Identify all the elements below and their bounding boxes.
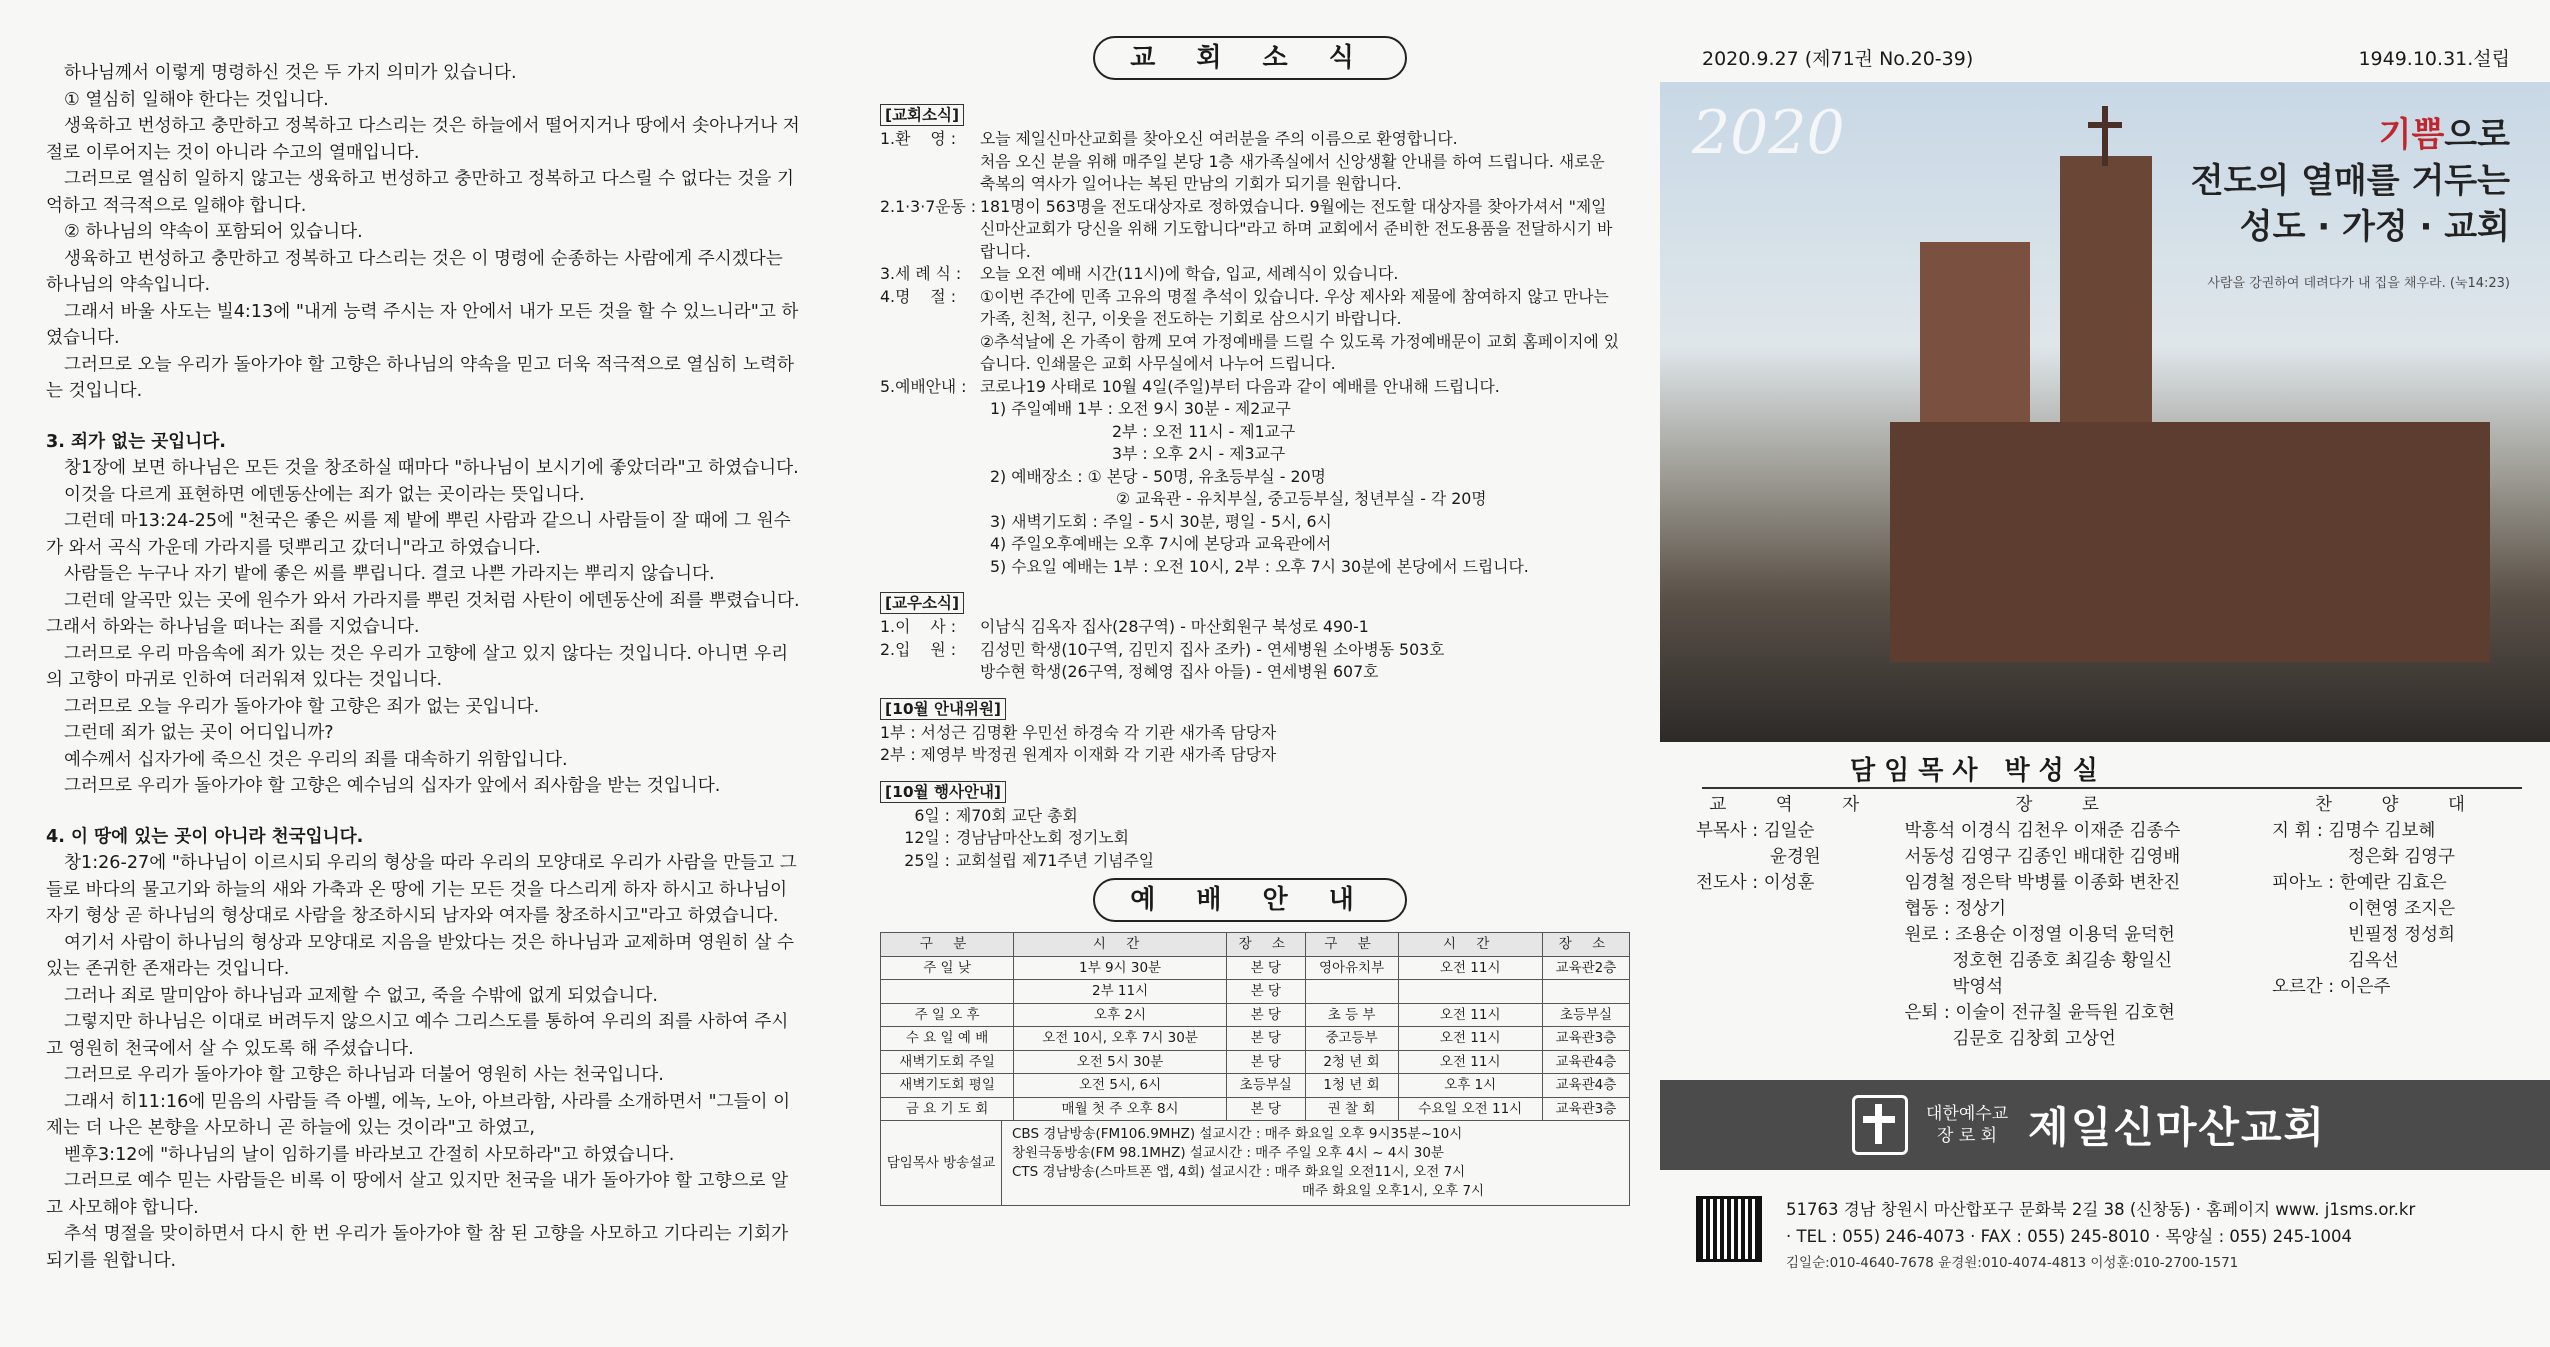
table-row xyxy=(881,980,1630,1004)
table-cell: 교육관4층 xyxy=(1542,1074,1629,1098)
year-title: 2020 xyxy=(1692,98,1845,168)
table-cell: 초 등 부 xyxy=(1305,1003,1398,1027)
church-name: 제일신마산교회 xyxy=(2028,1103,2327,1152)
table-row xyxy=(881,956,1630,980)
worship-line: 3부 : 오후 2시 - 제3교구 xyxy=(1112,444,1286,463)
table-cell: 오전 5시 30분 xyxy=(1014,1050,1227,1074)
table-cell: 2부 11시 xyxy=(1014,980,1227,1004)
member-news-item xyxy=(880,616,1620,639)
news-key: 1.환 영 : xyxy=(880,129,957,148)
table-cell: 오후 1시 xyxy=(1398,1074,1542,1098)
worship-line: 1) 주일예배 1부 : 오전 9시 30분 - 제2교구 xyxy=(990,399,1291,418)
sermon-paragraph: 그래서 바울 사도는 빌4:13에 "내게 능력 주시는 자 안에서 내가 모든 것을 할 수 있느니라"고 하였습니다. xyxy=(46,301,799,348)
guide-line: 1부 : 서성근 김명환 우민선 하경숙 각 기관 새가족 담당자 xyxy=(880,722,1277,742)
worship-table xyxy=(880,932,1630,1121)
news-line: 코로나19 사태로 10월 4일(주일)부터 다음과 같이 예배를 안내해 드립니다. xyxy=(980,376,1500,396)
news-value xyxy=(980,196,1620,264)
slogan-joy-suffix: 으로 xyxy=(2444,115,2510,155)
news-item xyxy=(880,263,1620,286)
sermon-paragraph: 이것을 다르게 표현하면 에덴동산에는 죄가 없는 곳이라는 뜻입니다. xyxy=(64,484,585,505)
church-banner xyxy=(1660,1080,2550,1170)
denomination xyxy=(1926,1103,2008,1147)
sermon-paragraph: 생육하고 번성하고 충만하고 정복하고 다스리는 것은 이 명령에 순종하는 사람에게 주시겠다는 하나님의 약속입니다. xyxy=(46,248,783,295)
news-key: 4.명 절 : xyxy=(880,286,957,306)
sermon-paragraph: 그러므로 오늘 우리가 돌아가야 할 고향은 하나님의 약속을 믿고 더욱 적극적으로 열심히 노력하는 것입니다. xyxy=(46,354,794,401)
contact-footer xyxy=(1696,1196,2530,1277)
sermon-paragraph: 벧후3:12에 "하나님의 날이 임하기를 바라보고 간절히 사모하라"고 하였습니다. xyxy=(64,1144,675,1165)
event-day: 6일 : xyxy=(914,805,950,825)
sermon-paragraph: 예수께서 십자가에 죽으신 것은 우리의 죄를 대속하기 위함입니다. xyxy=(64,749,568,770)
news-item xyxy=(880,286,1620,376)
news-label: [교회소식] xyxy=(880,104,964,126)
slogan-line-3: 성도 · 가정 · 교회 xyxy=(2239,207,2510,247)
contact-info xyxy=(1786,1196,2415,1277)
news-list xyxy=(880,128,1620,398)
elder-line: 은퇴 : 이술이 전규칠 윤득원 김호현 xyxy=(1904,1003,2175,1023)
table-cell: 교육관4층 xyxy=(1542,1050,1629,1074)
sermon-paragraph: 그러므로 우리 마음속에 죄가 있는 것은 우리가 고향에 살고 있지 않다는 것입니다. 아니면 우리의 고향이 마귀로 인하여 더러워져 있다는 것입니다. xyxy=(46,643,789,690)
elder-line: 정호현 김종호 최길송 황일신 xyxy=(1952,951,2173,971)
table-cell: 새벽기도회 주일 xyxy=(881,1050,1014,1074)
senior-pastor: 담임목사 박성실 xyxy=(1850,756,2107,786)
slogan-verse: 사람을 강권하여 데려다가 내 집을 채우라. (눅14:23) xyxy=(2207,276,2510,291)
table-cell: 본 당 xyxy=(1226,956,1305,980)
news-value xyxy=(980,128,1620,196)
member-news-line: 이남식 김옥자 집사(28구역) - 마산회원구 북성로 490-1 xyxy=(980,617,1369,636)
table-row xyxy=(881,1003,1630,1027)
worship-table-header xyxy=(881,933,1630,957)
broadcast-line: CBS 경남방송(FM106.9MHZ) 설교시간 : 매주 화요일 오후 9시35분~10시 xyxy=(1012,1126,1463,1142)
table-cell: 오전 10시, 오후 7시 30분 xyxy=(1014,1027,1227,1051)
table-cell: 오전 11시 xyxy=(1398,1050,1542,1074)
member-news-label: [교우소식] xyxy=(880,592,964,614)
worship-line: 5) 수요일 예배는 1부 : 오전 10시, 2부 : 오후 7시 30분에 본당에서 드립니다. xyxy=(990,556,1529,576)
table-cell: 오전 11시 xyxy=(1398,956,1542,980)
table-row xyxy=(881,1074,1630,1098)
table-cell: 본 당 xyxy=(1226,1027,1305,1051)
sermon-paragraph: 창1:26-27에 "하나님이 이르시되 우리의 형상을 따라 우리의 모양대로 우리가 사람을 만들고 그들로 바다의 물고기와 하늘의 새와 가축과 온 땅에 기는 모든 것을 다스리게 하자 하시고 하나님이 자기 형상 곧 하나님의 형상대로 사람을 창조하시되 남자와 여자를 창조하시고"라고 하였습니다. xyxy=(46,853,797,926)
sermon-paragraph: 그러므로 예수 믿는 사람들은 비록 이 땅에서 살고 있지만 천국을 내가 돌아가야 할 고향으로 알고 사모해야 합니다. xyxy=(46,1171,789,1218)
worship-line: 4) 주일오후예배는 오후 7시에 본당과 교육관에서 xyxy=(990,534,1332,553)
table-cell: 주 일 낮 xyxy=(881,956,1014,980)
table-cell: 오전 5시, 6시 xyxy=(1014,1074,1227,1098)
clergy-column xyxy=(1696,792,1894,1052)
news-item xyxy=(880,196,1620,264)
table-cell: 권 찰 회 xyxy=(1305,1097,1398,1121)
staff-list xyxy=(1696,792,2530,1052)
section-heading: 3. 죄가 없는 곳입니다. xyxy=(46,431,226,452)
member-news-line: 방수현 학생(26구역, 정혜영 집사 아들) - 연세병원 607호 xyxy=(980,662,1379,681)
table-cell: 본 당 xyxy=(1226,1050,1305,1074)
news-key: 3.세 례 식 : xyxy=(880,264,962,283)
denomination-line-1: 대한예수교 xyxy=(1926,1104,2009,1124)
elders-header: 장 로 xyxy=(2015,795,2121,815)
choir-member: 피아노 : 한예란 김효은 xyxy=(2271,873,2447,893)
table-cell: 수요일 오전 11시 xyxy=(1398,1097,1542,1121)
phones: · TEL : 055) 246-4073 · FAX : 055) 245-8010 · 목양실 : 055) 245-1004 xyxy=(1786,1227,2353,1246)
news-key: 2.1·3·7운동 : xyxy=(880,196,977,216)
sermon-paragraph: 그래서 히11:16에 믿음의 사람들 즉 아벨, 에녹, 노아, 아브라함, 사라를 소개하면서 "그들이 이제는 더 나은 본향을 사모하니 곧 하늘에 있는 것이라"고 하였고, xyxy=(46,1091,791,1138)
member-news-key: 2.입 원 : xyxy=(880,639,957,659)
issue-header xyxy=(1702,44,2510,74)
news-item xyxy=(880,128,1620,196)
member-news-list xyxy=(880,616,1620,684)
elders-column xyxy=(1894,792,2232,1052)
sermon-paragraph: 추석 명절을 맞이하면서 다시 한 번 우리가 돌아가야 할 참 된 고향을 사모하고 기다리는 기회가 되기를 원합니다. xyxy=(46,1224,789,1271)
table-cell: 본 당 xyxy=(1226,1097,1305,1121)
table-cell xyxy=(1398,980,1542,1004)
member-news-value xyxy=(980,616,1620,639)
sermon-paragraph: 그런데 알곡만 있는 곳에 원수가 와서 가라지를 뿌린 것처럼 사탄이 에덴동산에 죄를 뿌렸습니다. 그래서 하와는 하나님을 떠나는 죄를 지었습니다. xyxy=(46,590,800,637)
table-cell xyxy=(881,980,1014,1004)
elder-line: 김문호 김창회 고상언 xyxy=(1952,1029,2116,1049)
guide-list xyxy=(880,722,1620,767)
news-value xyxy=(980,263,1620,286)
news-value xyxy=(980,286,1620,376)
event-day: 25일 : xyxy=(904,850,950,870)
event-text: 교회설립 제71주년 기념주일 xyxy=(956,850,1155,870)
table-cell: 매월 첫 주 오후 8시 xyxy=(1014,1097,1227,1121)
table-cell: 수 요 일 예 배 xyxy=(881,1027,1014,1051)
elder-line: 박영석 xyxy=(1952,977,2004,997)
choir-member: 빈필정 정성희 xyxy=(2347,925,2455,945)
table-header-cell: 시 간 xyxy=(1014,933,1227,957)
news-line: ②추석날에 온 가족이 함께 모여 가정예배를 드릴 수 있도록 가정예배문이 교회 홈페이지에 있습니다. 인쇄물은 교회 사무실에서 나누어 드립니다. xyxy=(980,331,1620,373)
broadcast-line: 창원극동방송(FM 98.1MHZ) 설교시간 : 매주 주일 오후 4시 ~ 4시 30분 xyxy=(1012,1145,1444,1161)
member-news-key: 1.이 사 : xyxy=(880,617,957,636)
table-cell xyxy=(1542,980,1629,1004)
worship-line: ② 교육관 - 유치부실, 중고등부실, 청년부실 - 각 20명 xyxy=(1116,489,1487,508)
sermon-paragraph: 하나님께서 이렇게 명령하신 것은 두 가지 의미가 있습니다. xyxy=(64,63,517,83)
table-cell: 본 당 xyxy=(1226,1003,1305,1027)
events-list xyxy=(880,805,1620,873)
table-header-cell: 장 소 xyxy=(1226,933,1305,957)
event-item xyxy=(880,827,1620,850)
event-item xyxy=(880,850,1620,873)
table-cell: 중고등부 xyxy=(1305,1027,1398,1051)
news-line: ①이번 주간에 민족 고유의 명절 추석이 있습니다. 우상 제사와 제물에 참여하지 않고 만나는 가족, 친척, 친구, 이웃을 전도하는 기회로 삼으시기 바랍니다. xyxy=(980,286,1609,328)
table-cell: 교육관3층 xyxy=(1542,1097,1629,1121)
event-day: 12일 : xyxy=(904,828,950,847)
elder-line: 박흥석 이경식 김천우 이재준 김종수 xyxy=(1904,821,2181,841)
sermon-paragraph: 사람들은 누구나 자기 밭에 좋은 씨를 뿌립니다. 결코 나쁜 가라지는 뿌리지 않습니다. xyxy=(64,564,715,584)
broadcast-label: 담임목사 방송설교 xyxy=(881,1121,1002,1205)
guide-label: [10월 안내위원] xyxy=(880,698,1006,720)
table-cell: 1청 년 회 xyxy=(1305,1074,1398,1098)
table-cell: 2청 년 회 xyxy=(1305,1050,1398,1074)
church-logo-icon xyxy=(1852,1095,1908,1155)
sermon-paragraph: 그러므로 열심히 일하지 않고는 생육하고 번성하고 충만하고 정복하고 다스릴 수 없다는 것을 기억하고 적극적으로 일해야 합니다. xyxy=(46,169,794,216)
slogan-line-2: 전도의 열매를 거두는 xyxy=(2190,161,2510,201)
table-cell: 1부 9시 30분 xyxy=(1014,956,1227,980)
worship-guide-title: 예 배 안 내 xyxy=(1093,878,1407,922)
divider xyxy=(1702,787,2522,789)
table-cell: 새벽기도회 평일 xyxy=(881,1074,1014,1098)
table-cell: 초등부실 xyxy=(1542,1003,1629,1027)
sermon-paragraph: 그렇지만 하나님은 이대로 버려두지 않으시고 예수 그리스도를 통하여 우리의 죄를 사하여 주시고 영원히 천국에서 살 수 있도록 해 주셨습니다. xyxy=(46,1012,789,1059)
founded-date: 1949.10.31.설립 xyxy=(2358,48,2510,70)
sermon-paragraph: ② 하나님의 약속이 포함되어 있습니다. xyxy=(64,222,363,242)
member-news-item xyxy=(880,639,1620,684)
choir-member: 김옥선 xyxy=(2347,951,2399,971)
broadcast-line: 매주 화요일 오후1시, 오후 7시 xyxy=(1302,1183,1485,1199)
worship-hall xyxy=(1890,422,2490,662)
choir-column xyxy=(2232,792,2530,1052)
table-cell: 오전 11시 xyxy=(1398,1027,1542,1051)
slogan xyxy=(2191,112,2510,250)
cross-icon xyxy=(2102,106,2108,166)
table-header-cell: 장 소 xyxy=(1542,933,1629,957)
church-news-column xyxy=(840,0,1640,1347)
worship-line: 3) 새벽기도회 : 주일 - 5시 30분, 평일 - 5시, 6시 xyxy=(990,511,1332,531)
choir-member: 지 휘 : 김명수 김보혜 xyxy=(2271,821,2436,841)
event-item xyxy=(880,805,1620,828)
issue-date: 2020.9.27 (제71권 No.20-39) xyxy=(1702,48,1974,70)
member-news-value xyxy=(980,639,1620,684)
table-cell: 영아유치부 xyxy=(1305,956,1398,980)
table-cell: 오전 11시 xyxy=(1398,1003,1542,1027)
clergy-member: 부목사 : 김일순 xyxy=(1696,821,1815,841)
broadcast-box xyxy=(880,1121,1630,1206)
table-header-cell: 시 간 xyxy=(1398,933,1542,957)
table-cell: 본 당 xyxy=(1226,980,1305,1004)
slogan-joy: 기쁨 xyxy=(2378,115,2445,155)
table-row xyxy=(881,1097,1630,1121)
sermon-paragraph: 여기서 사람이 하나님의 형상과 모양대로 지음을 받았다는 것은 하나님과 교제하며 영원히 살 수 있는 존귀한 존재라는 것입니다. xyxy=(46,932,794,979)
denomination-line-2: 장 로 회 xyxy=(1937,1126,1998,1146)
table-cell: 초등부실 xyxy=(1226,1074,1305,1098)
news-key: 5.예배안내 : xyxy=(880,376,967,396)
elder-line: 임경철 정은탁 박병률 이종화 변찬진 xyxy=(1904,873,2181,893)
clergy-member: 전도사 : 이성훈 xyxy=(1696,873,1815,893)
choir-member: 오르간 : 이은주 xyxy=(2271,977,2391,997)
church-news-title: 교 회 소 식 xyxy=(1093,36,1407,80)
table-cell: 오후 2시 xyxy=(1014,1003,1227,1027)
choir-member: 이현영 조지은 xyxy=(2347,899,2455,919)
table-cell: 교육관2층 xyxy=(1542,956,1629,980)
events-label: [10월 행사안내] xyxy=(880,781,1006,803)
qr-code-icon[interactable] xyxy=(1696,1196,1762,1262)
news-line: 181명이 563명을 전도대상자로 정하였습니다. 9월에는 전도할 대상자를 찾아가셔서 "제일신마산교회가 당신을 위해 기도합니다"라고 하며 교회에서 준비한 전도용품을 전달하시기 바랍니다. xyxy=(980,196,1613,261)
address: 51763 경남 창원시 마산합포구 문화북 2길 38 (신창동) · 홈페이지 www. j1sms.or.kr xyxy=(1786,1200,2416,1219)
worship-line: 2부 : 오전 11시 - 제1교구 xyxy=(1112,421,1296,441)
broadcast-list xyxy=(1002,1121,1629,1205)
news-line: 오늘 오전 예배 시간(11시)에 학습, 입교, 세례식이 있습니다. xyxy=(980,264,1399,283)
table-cell xyxy=(1305,980,1398,1004)
sermon-paragraph: ① 열심히 일해야 한다는 것입니다. xyxy=(64,89,329,110)
news-line: 오늘 제일신마산교회를 찾아오신 여러분을 주의 이름으로 환영합니다. xyxy=(980,129,1458,148)
clergy-member: 윤경원 xyxy=(1770,847,1821,867)
sermon-paragraph: 그러므로 우리가 돌아가야 할 고향은 하나님과 더불어 영원히 사는 천국입니다. xyxy=(64,1065,664,1085)
elder-line: 원로 : 조용순 이정열 이용덕 윤덕헌 xyxy=(1904,925,2175,945)
clergy-header: 교 역 자 xyxy=(1709,795,1882,815)
sermon-paragraph: 그런데 죄가 없는 곳이 어디입니까? xyxy=(64,723,334,743)
sermon-column xyxy=(0,0,840,1347)
sermon-paragraph: 그런데 마13:24-25에 "천국은 좋은 씨를 제 밭에 뿌린 사람과 같으니 사람들이 잘 때에 그 원수가 와서 곡식 가운데 가라지를 덧뿌리고 갔더니"라고 하였습니다. xyxy=(46,511,791,558)
sermon-paragraph: 창1장에 보면 하나님은 모든 것을 창조하실 때마다 "하나님이 보시기에 좋았더라"고 하였습니다. xyxy=(64,458,799,478)
sermon-paragraph: 그러므로 우리가 돌아가야 할 고향은 예수님의 십자가 앞에서 죄사함을 받는 것입니다. xyxy=(64,776,721,796)
member-news-line: 김성민 학생(10구역, 김민지 집사 조카) - 연세병원 소아병동 503호 xyxy=(980,639,1445,659)
table-row xyxy=(881,1027,1630,1051)
elder-line: 협동 : 정상기 xyxy=(1904,899,2007,919)
choir-member: 정은화 김영구 xyxy=(2347,847,2455,867)
sermon-paragraph: 생육하고 번성하고 충만하고 정복하고 다스리는 것은 하늘에서 떨어지거나 땅에서 솟아나거나 저절로 이루어지는 것이 아니라 수고의 열매입니다. xyxy=(46,116,800,163)
sermon-paragraph: 그러나 죄로 말미암아 하나님과 교제할 수 없고, 죽을 수밖에 없게 되었습니다. xyxy=(64,985,658,1006)
table-cell: 주 일 오 후 xyxy=(881,1003,1014,1027)
news-value xyxy=(980,376,1620,399)
worship-schedule-notice xyxy=(880,398,1620,578)
worship-line: 2) 예배장소 : ① 본당 - 50명, 유초등부실 - 20명 xyxy=(990,466,1326,486)
elder-line: 서동성 김영구 김종인 배대한 김영배 xyxy=(1904,847,2181,867)
sermon-paragraph: 그러므로 오늘 우리가 돌아가야 할 고향은 죄가 없는 곳입니다. xyxy=(64,696,540,717)
church-photo xyxy=(1660,82,2550,742)
cross-icon-bar xyxy=(2088,122,2122,128)
news-line: 처음 오신 분을 위해 매주일 본당 1층 새가족실에서 신앙생활 안내를 하여 드립니다. 새로운 축복의 역사가 일어나는 복된 만남의 기회가 되기를 원합니다. xyxy=(980,151,1605,193)
guide-line: 2부 : 제영부 박정권 원계자 이재화 각 기관 새가족 담당자 xyxy=(880,745,1277,764)
table-header-cell: 구 분 xyxy=(881,933,1014,957)
table-cell: 금 요 기 도 회 xyxy=(881,1097,1014,1121)
choir-header: 찬 양 대 xyxy=(2315,795,2487,815)
table-cell: 교육관3층 xyxy=(1542,1027,1629,1051)
table-header-cell: 구 분 xyxy=(1305,933,1398,957)
mobiles: 김일순:010-4640-7678 윤경원:010-4074-4813 이성훈:010-2700-1571 xyxy=(1786,1255,2239,1271)
table-row xyxy=(881,1050,1630,1074)
broadcast-line: CTS 경남방송(스마트폰 앱, 4회) 설교시간 : 매주 화요일 오전11시, 오전 7시 xyxy=(1012,1164,1466,1180)
event-text: 경남남마산노회 정기노회 xyxy=(956,828,1129,847)
news-item xyxy=(880,376,1620,399)
section-heading: 4. 이 땅에 있는 곳이 아니라 천국입니다. xyxy=(46,826,364,847)
cover-column xyxy=(1660,0,2550,1347)
event-text: 제70회 교단 총회 xyxy=(956,805,1078,825)
